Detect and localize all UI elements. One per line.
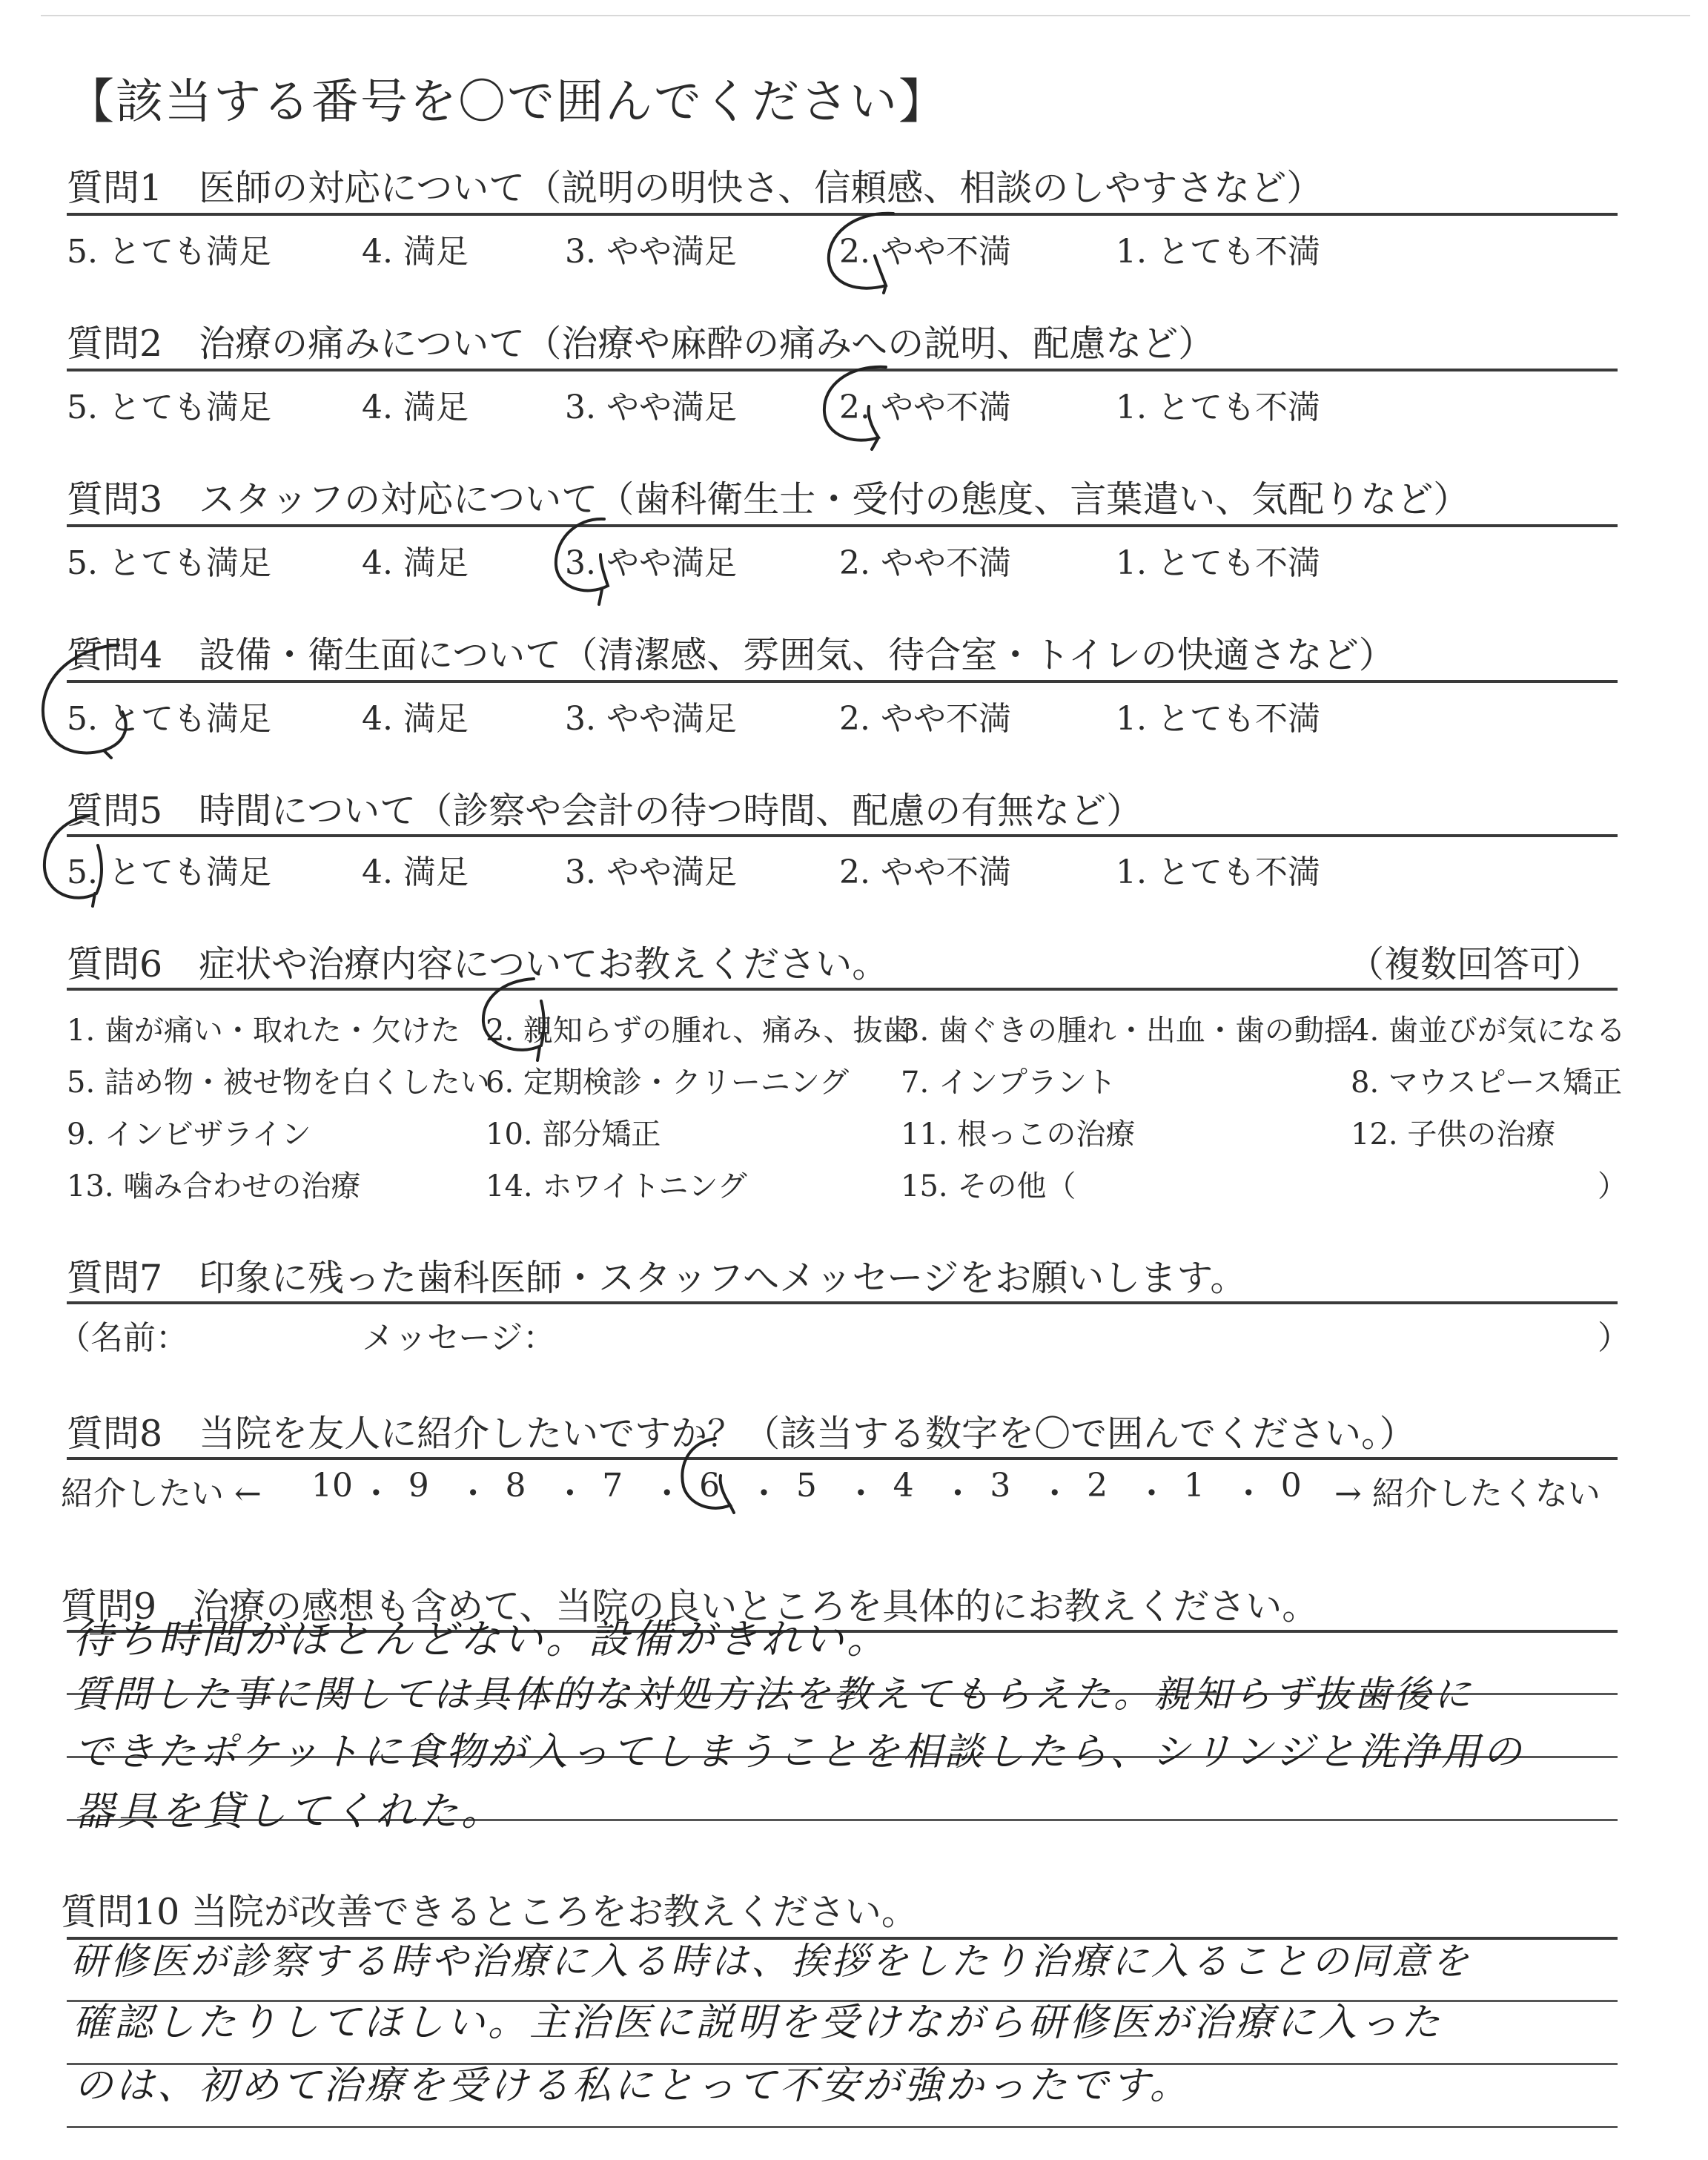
q6-option-8[interactable]: 8. マウスピース矯正 — [1351, 1066, 1623, 1100]
q9-answer-line: できたポケットに食物が入ってしまうことを相談したら、シリンジと洗浄用の — [74, 1730, 1525, 1774]
q10-answer-line: 研修医が診察する時や治療に入る時は、挨拶をしたり治療に入ることの同意を — [70, 1940, 1472, 1983]
q8-scale-number[interactable]: 3 — [990, 1467, 1011, 1505]
q8-scale-number[interactable]: 5 — [795, 1467, 817, 1505]
q7-message-label[interactable]: メッセージ： — [362, 1319, 556, 1357]
q8-scale-separator: ・ — [1135, 1475, 1168, 1513]
q2-option-5[interactable]: 5. とても満足 — [67, 389, 271, 426]
q9-answer-line: 待ち時間がほとんどない。設備がきれい。 — [73, 1616, 890, 1662]
q8-scale-number[interactable]: 8 — [505, 1467, 526, 1505]
q8-scale-separator: ・ — [650, 1475, 683, 1513]
q9-title: 質問9 治療の感想も含めて、当院の良いところを具体的にお教えください。 — [61, 1585, 1319, 1628]
q6-option-7[interactable]: 7. インプラント — [901, 1066, 1116, 1100]
q3-rule — [67, 524, 1618, 527]
q6-title: 質問6 症状や治療内容についてお教えください。 — [67, 943, 889, 985]
q4-option-4[interactable]: 4. 満足 — [362, 700, 469, 738]
q6-other-close: ） — [1598, 1169, 1627, 1203]
q10-title: 質問10 当院が改善できるところをお教えください。 — [61, 1891, 918, 1933]
q8-scale-number[interactable]: 7 — [602, 1467, 623, 1505]
q2-option-2[interactable]: 2. やや不満 — [839, 389, 1011, 426]
q5-option-2[interactable]: 2. やや不満 — [839, 853, 1011, 891]
q2-title: 質問2 治療の痛みについて（治療や麻酔の痛みへの説明、配慮など） — [67, 323, 1215, 365]
q8-scale[interactable] — [311, 1467, 1320, 1513]
q6-option-13[interactable]: 13. 噛み合わせの治療 — [67, 1169, 361, 1203]
q6-option-4[interactable]: 4. 歯並びが気になる — [1351, 1014, 1626, 1048]
q1-option-5[interactable]: 5. とても満足 — [67, 233, 271, 271]
q9-answer-line: 質問した事に関しては具体的な対処方法を教えてもらえた。親知らず抜歯後に — [73, 1673, 1474, 1716]
q8-title: 質問8 当院を友人に紹介したいですか？（該当する数字を〇で囲んでください。） — [67, 1413, 1416, 1455]
q4-rule — [67, 680, 1618, 683]
q8-scale-separator: ・ — [1038, 1475, 1071, 1513]
q1-rule — [67, 213, 1618, 216]
q6-option-6[interactable]: 6. 定期検診・クリーニング — [486, 1066, 850, 1100]
q1-option-3[interactable]: 3. やや満足 — [565, 233, 737, 271]
q7-close: ） — [1598, 1319, 1630, 1357]
q2-rule — [67, 369, 1618, 371]
q8-scale-number[interactable]: 1 — [1183, 1467, 1205, 1505]
q3-option-2[interactable]: 2. やや不満 — [839, 544, 1011, 582]
q6-note: （複数回答可） — [1348, 943, 1603, 985]
q8-scale-separator: ・ — [844, 1475, 878, 1513]
q8-left-label: 紹介したい ← — [61, 1475, 262, 1513]
q6-option-1[interactable]: 1. 歯が痛い・取れた・欠けた — [67, 1014, 460, 1048]
form-header: 【該当する番号を〇で囲んでください】 — [67, 75, 947, 130]
q4-option-2[interactable]: 2. やや不満 — [839, 700, 1011, 738]
q8-rule — [67, 1457, 1618, 1460]
q5-rule — [67, 834, 1618, 837]
q8-scale-number[interactable]: 6 — [699, 1467, 721, 1505]
q5-option-5[interactable]: 5. とても満足 — [67, 853, 271, 891]
q1-option-2[interactable]: 2. やや不満 — [839, 233, 1011, 271]
q3-option-3[interactable]: 3. やや満足 — [565, 544, 737, 582]
q6-option-3[interactable]: 3. 歯ぐきの腫れ・出血・歯の動揺 — [901, 1014, 1354, 1048]
q4-option-3[interactable]: 3. やや満足 — [565, 700, 737, 738]
q7-rule — [67, 1301, 1618, 1304]
q8-scale-separator: ・ — [1232, 1475, 1265, 1513]
q6-option-11[interactable]: 11. 根っこの治療 — [901, 1117, 1136, 1152]
q8-scale-number[interactable]: 2 — [1087, 1467, 1108, 1505]
q8-right-label: → 紹介したくない — [1334, 1475, 1601, 1513]
q6-option-9[interactable]: 9. インビザライン — [67, 1117, 311, 1152]
q8-scale-separator: ・ — [553, 1475, 586, 1513]
q10-answer-line: のは、初めて治療を受ける私にとって不安が強かったです。 — [74, 2064, 1191, 2108]
q6-option-15[interactable]: 15. その他（ — [901, 1169, 1076, 1203]
q4-option-5[interactable]: 5. とても満足 — [67, 700, 271, 738]
q1-option-1[interactable]: 1. とても不満 — [1116, 233, 1320, 271]
q5-option-4[interactable]: 4. 満足 — [362, 853, 469, 891]
q3-option-4[interactable]: 4. 満足 — [362, 544, 469, 582]
q8-scale-separator: ・ — [747, 1475, 781, 1513]
q5-option-1[interactable]: 1. とても不満 — [1116, 853, 1320, 891]
q1-option-4[interactable]: 4. 満足 — [362, 233, 469, 271]
q6-rule — [67, 988, 1618, 991]
q9-answer-line: 器具を貸してくれた。 — [74, 1788, 504, 1834]
q2-option-1[interactable]: 1. とても不満 — [1116, 389, 1320, 426]
q3-option-5[interactable]: 5. とても満足 — [67, 544, 271, 582]
q8-scale-number[interactable]: 9 — [408, 1467, 429, 1505]
top-border — [41, 15, 1690, 16]
q8-scale-separator: ・ — [360, 1475, 393, 1513]
q8-scale-number[interactable]: 0 — [1280, 1467, 1302, 1505]
q6-option-2[interactable]: 2. 親知らずの腫れ、痛み、抜歯 — [486, 1014, 913, 1048]
q6-option-12[interactable]: 12. 子供の治療 — [1351, 1117, 1556, 1152]
q8-scale-separator: ・ — [457, 1475, 490, 1513]
q3-option-1[interactable]: 1. とても不満 — [1116, 544, 1320, 582]
q5-option-3[interactable]: 3. やや満足 — [565, 853, 737, 891]
q6-option-14[interactable]: 14. ホワイトニング — [486, 1169, 747, 1203]
q8-scale-number[interactable]: 10 — [311, 1467, 353, 1505]
q10-line — [67, 2126, 1618, 2128]
q8-scale-separator: ・ — [941, 1475, 974, 1513]
q10-answer-line: 確認したりしてほしい。主治医に説明を受けながら研修医が治療に入った — [73, 2001, 1443, 2045]
q4-title: 質問4 設備・衛生面について（清潔感、雰囲気、待合室・トイレの快適さなど） — [67, 634, 1395, 676]
q7-title: 質問7 印象に残った歯科医師・スタッフへメッセージをお願いします。 — [67, 1257, 1247, 1299]
q1-title: 質問1 医師の対応について（説明の明快さ、信頼感、相談のしやすさなど） — [67, 167, 1323, 209]
q6-option-10[interactable]: 10. 部分矯正 — [486, 1117, 661, 1152]
q7-name-label[interactable]: （名前： — [58, 1319, 188, 1357]
q3-title: 質問3 スタッフの対応について（歯科衛生士・受付の態度、言葉遣い、気配りなど） — [67, 478, 1470, 521]
q5-title: 質問5 時間について（診察や会計の待つ時間、配慮の有無など） — [67, 790, 1143, 832]
q8-scale-number[interactable]: 4 — [893, 1467, 914, 1505]
q4-option-1[interactable]: 1. とても不満 — [1116, 700, 1320, 738]
q2-option-4[interactable]: 4. 満足 — [362, 389, 469, 426]
q6-option-5[interactable]: 5. 詰め物・被せ物を白くしたい — [67, 1066, 490, 1100]
q2-option-3[interactable]: 3. やや満足 — [565, 389, 737, 426]
